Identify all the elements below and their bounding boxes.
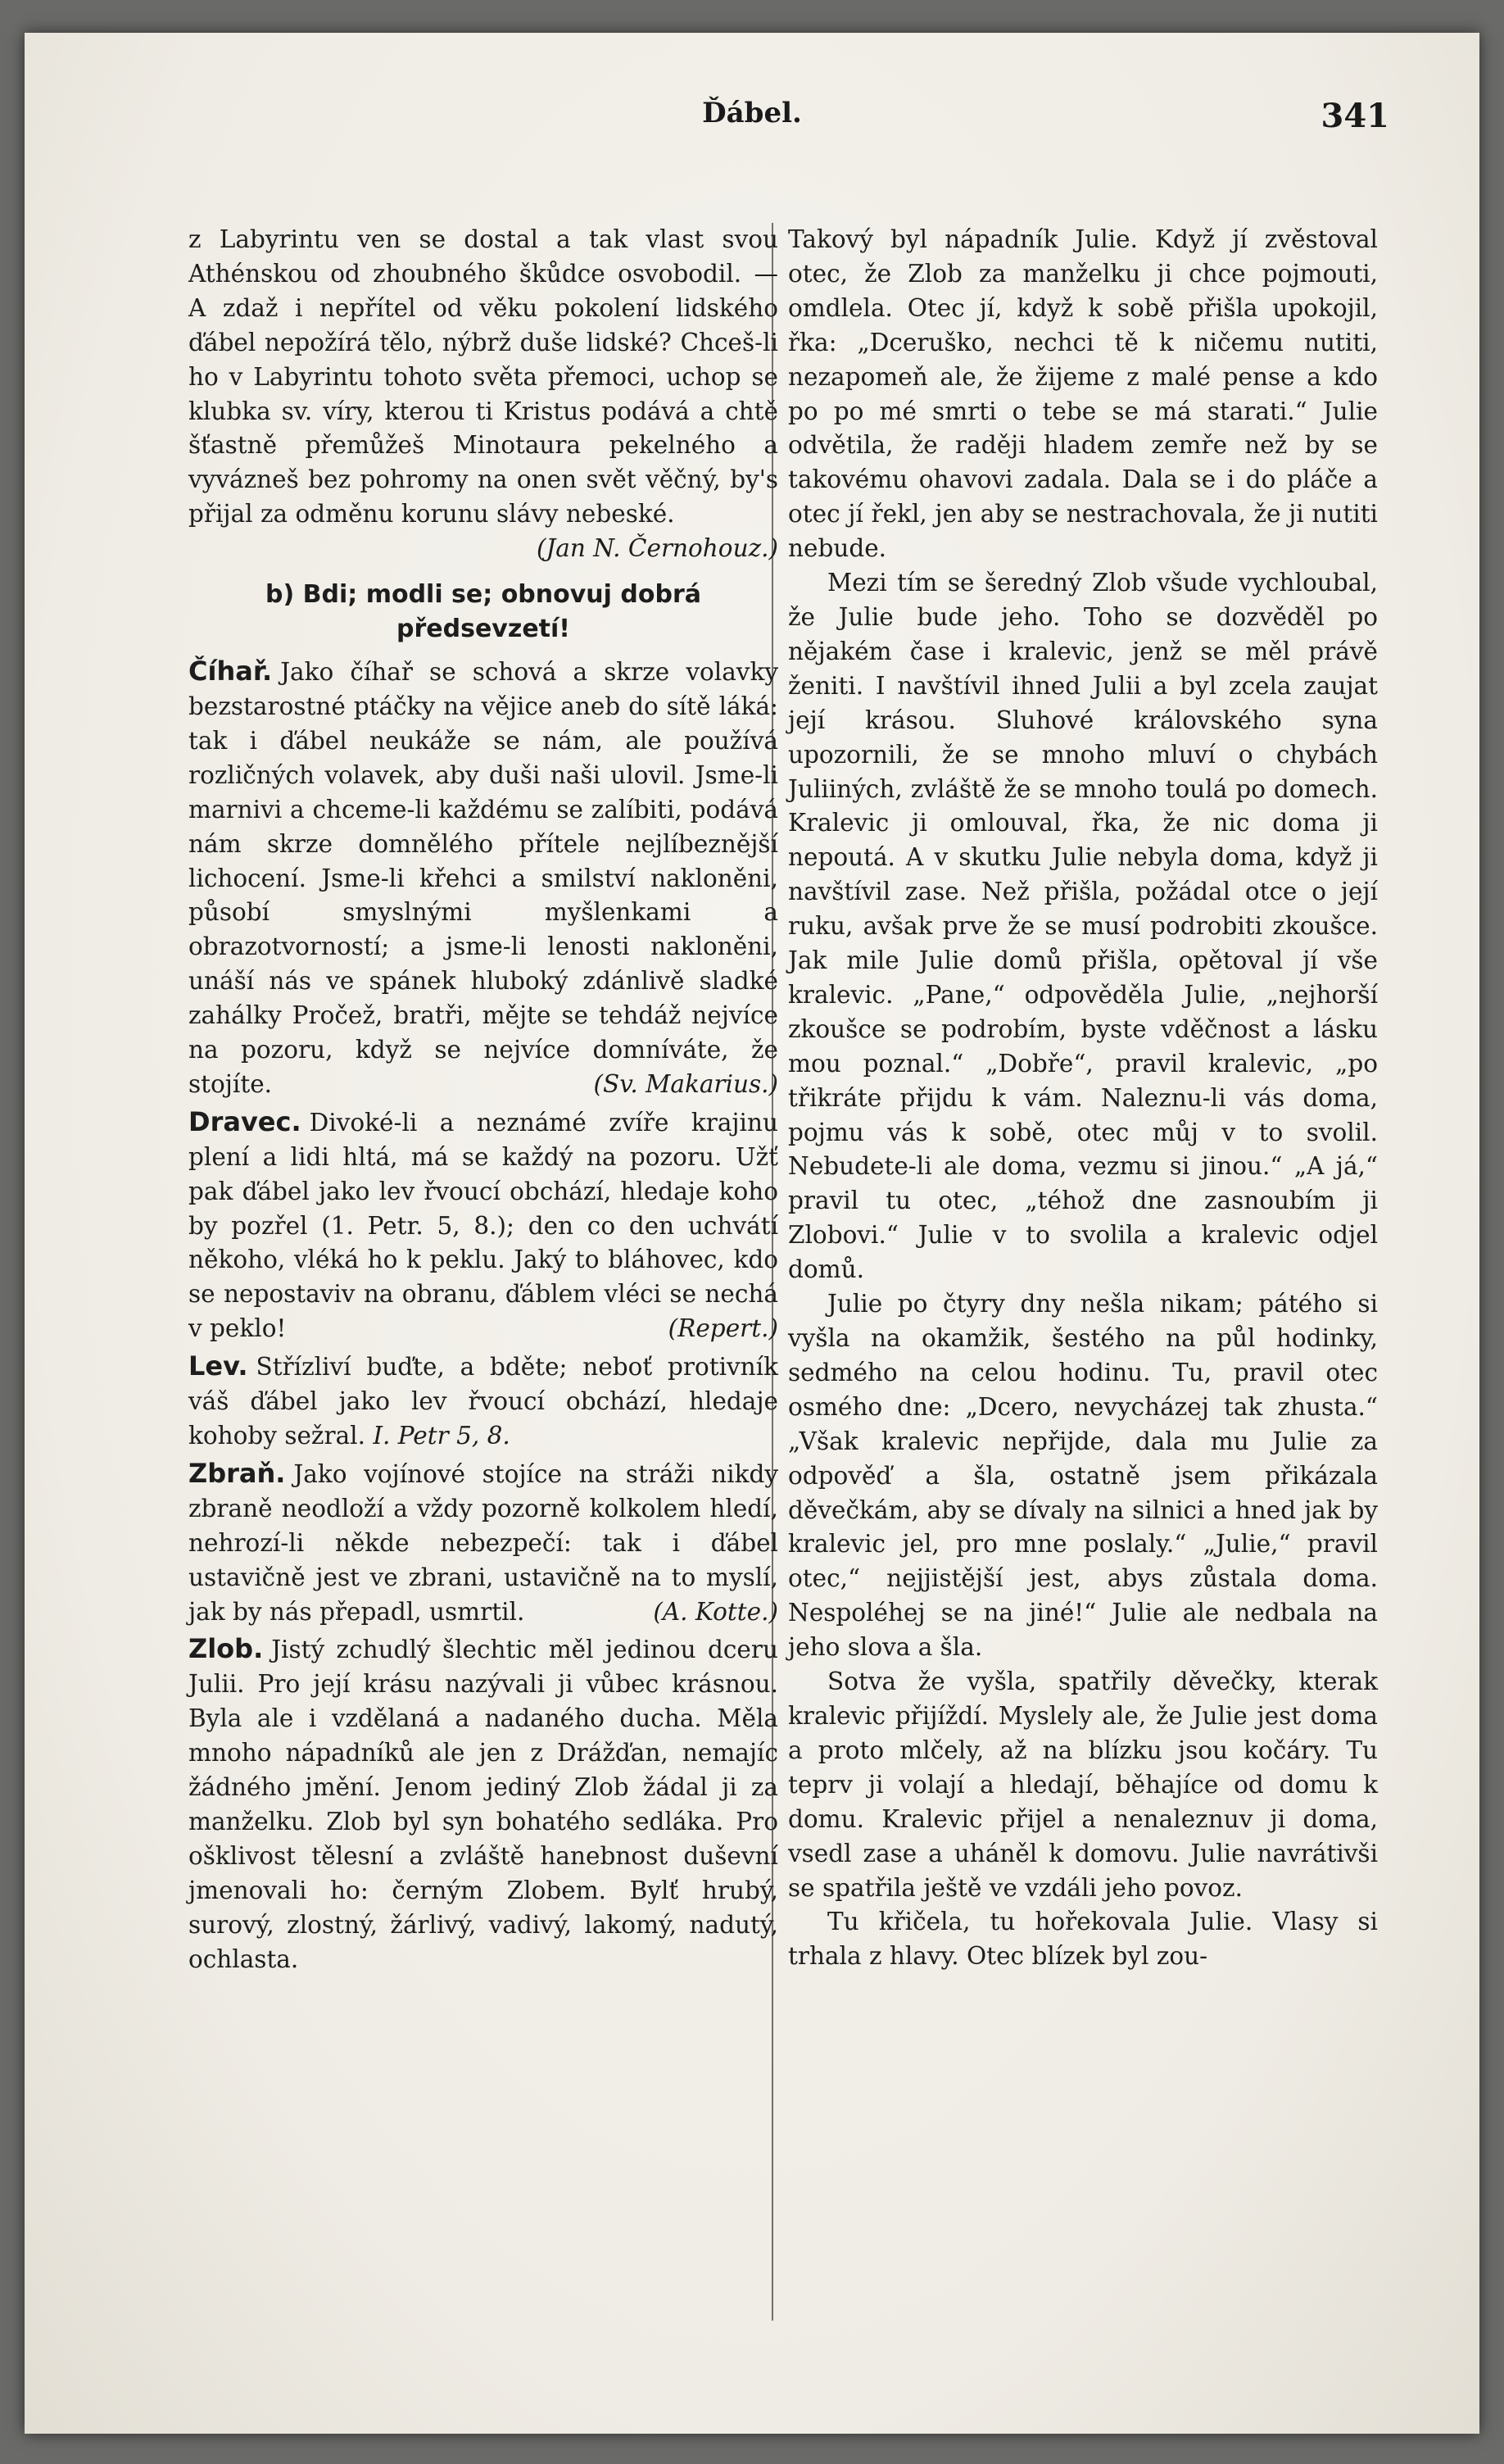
paragraph-text: z Labyrintu ven se dostal a tak vlast svou Athénskou od zhoubného škůdce osvobodil. — A zdaž i nepřítel od věku pokolení lidského ďábel nepožírá tělo, nýbrž duše lidské? Chceš-li ho v Labyrintu tohoto světa přemoci, uchop se klubka sv. víry, kterou ti Kristus podává a chtě šťastně přemůžeš Minotaura pekelného a vyvázneš bez pohromy na onen svět věčný, by's přijal za odměnu korunu slávy nebeské. bbox=[188, 225, 778, 529]
running-head-title: Ďábel. bbox=[702, 97, 802, 129]
entry-keyword: Dravec. bbox=[188, 1105, 301, 1137]
paragraph bbox=[188, 223, 778, 563]
entry-keyword: Číhař. bbox=[188, 656, 273, 687]
citation: I. Petr 5, 8. bbox=[373, 1422, 510, 1450]
entry-dravec bbox=[188, 1105, 778, 1346]
paragraph: Sotva že vyšla, spatřily děvečky, kterak kralevic přijíždí. Myslely ale, že Julie jest doma a proto mlčely, až na blízku jsou kočáry. Tu teprv ji volají a hledají, běhajíce od domu k domu. Kralevic přijel a nenaleznuv ji doma, vsedl zase a uháněl k domovu. Julie navrátivši se spatřila ještě ve vzdáli jeho povoz. bbox=[788, 1668, 1378, 1902]
entry-keyword: Lev. bbox=[188, 1350, 248, 1382]
paragraph: Julie po čtyry dny nešla nikam; pátého si vyšla na okamžik, šestého na půl hodinky, sedmého na celou hodinu. Tu, pravil otec osmého dne: „Dcero, nevycházej tak zhusta.“ „Však kralevic nepřijde, dala mu Julie za odpověď a šla, ostatně jsem přikázala děvečkám, aby se dívaly na silnici a hned jak by kralevic jel, pro mne poslaly.“ „Julie,“ pravil otec,“ nejjistější jest, abys zůstala doma. Nespoléhej se na jiné!“ Julie ale nedbala na jeho slova a šla. bbox=[788, 1290, 1378, 1662]
entry-keyword: Zlob. bbox=[188, 1633, 264, 1665]
entry-text: Jako číhař se schová a skrze volavky bezstarostné ptáčky na vějice aneb do sítě láká: tak i ďábel neukáže se nám, ale používá rozličných volavek, aby duši naši ulovil. Jsme-li marnivi a chceme-li každému se zalíbiti, podává nám skrze domnělého přítele nejlíbeznější lichocení. Jsme-li křehci a smilství nakloněni, působí smyslnými myšlenkami a obrazotvorností; a jsme-li lenosti nakloněni, unáší nás ve spánek hluboký zdánlivě sladké zahálky Pročež, bratři, mějte se tehdáž nejvíce na pozoru, když se nejvíce domníváte, že stojíte. bbox=[188, 658, 778, 1098]
entry-keyword: Zbraň. bbox=[188, 1457, 286, 1489]
entry-text: Jistý zchudlý šlechtic měl jedinou dceru Julii. Pro její krásu nazývali ji vůbec krásnou. Byla ale i vzdělaná a nadaného ducha. Měla mnoho nápadníků ale jen z Drážďan, nemajíc žádného jmění. Jenom jediný Zlob žádal ji za manželku. Zlob byl syn bohatého sedláka. Pro ošklivost tělesní a zvláště hanebnost duševní jmenovali ho: černým Zlobem. Bylť hrubý, surový, zlostný, žárlivý, vadivý, lakomý, nadutý, ochlasta. bbox=[188, 1636, 778, 1973]
section-heading: b) Bdi; modli se; obnovuj dobrá předsevzetí! bbox=[265, 580, 701, 644]
page-number: 341 bbox=[1321, 97, 1389, 135]
right-column bbox=[788, 223, 1378, 1974]
paragraph: Tu křičela, tu hořekovala Julie. Vlasy si trhala z hlavy. Otec blízek byl zou- bbox=[788, 1908, 1378, 1971]
entry-text: Jako vojínové stojíce na stráži nikdy zbraně neodloží a vždy pozorně kolkolem hledí, nehrozí-li někde nebezpečí: tak i ďábel ustavičně jest ve zbrani, ustavičně na to myslí, jak by nás přepadl, usmrtil. bbox=[188, 1459, 778, 1626]
citation: (Repert.) bbox=[668, 1314, 778, 1343]
citation: (A. Kotte.) bbox=[653, 1597, 778, 1626]
entry-text: Divoké-li a neznámé zvíře krajinu plení a lidi hltá, má se každý na pozoru. Užť pak ďábel jako lev řvoucí obchází, hledaje koho by pozřel (1. Petr. 5, 8.); den co den uchvátí někoho, vléká ho k peklu. Jaký to bláhovec, kdo se nepostaviv na obranu, ďáblem vléci se nechá v peklo! bbox=[188, 1108, 778, 1343]
entry-lev bbox=[188, 1350, 778, 1454]
paragraph: Mezi tím se šeredný Zlob všude vychloubal, že Julie bude jeho. Toho se dozvěděl po nějakém čase i kralevic, jenž se měl právě ženiti. I navštívil ihned Julii a byl zcela zaujat její krásou. Sluhové královského syna upozornili, že se mnoho mluví o chybách Juliiných, zvláště že se mnoho toulá po domech. Kralevic ji omlouval, řka, že nic doma ji nepoutá. A v skutku Julie nebyla doma, když ji navštívil zase. Než přišla, požádal otce o její ruku, avšak prve že se musí podrobiti zkoušce. Jak mile Julie domů přišla, opětoval jí vše kralevic. „Pane,“ odpověděla Julie, „nejhorší zkoušce se podrobím, byste vděčnost a lásku mou poznal.“ „Dobře“, pravil kralevic, „po třikráte přijdu k vám. Naleznu-li vás doma, pojmu vás k sobě, otec můj v to svolil. Nebudete-li ale doma, vezmu si jinou.“ „A já,“ pravil tu otec, „téhož dne zasnoubím ji Zlobovi.“ Julie v to svolila a kralevic odjel domů. bbox=[788, 569, 1378, 1284]
entry-text: Střízliví buďte, a bděte; neboť protivník váš ďábel jako lev řvoucí obchází, hledaje kohoby sežral. bbox=[188, 1353, 778, 1450]
book-page bbox=[25, 33, 1479, 2434]
entry-chihar bbox=[188, 655, 778, 1102]
paragraph: Takový byl nápadník Julie. Když jí zvěstoval otec, že Zlob za manželku ji chce pojmouti, omdlela. Otec jí, když k sobě přišla upokojil, řka: „Dceruško, nechci tě k ničemu nutiti, nezapomeň ale, že žijeme z malé pense a kdo po po mé smrti o tebe se má starati.“ Julie odvětila, že raději hladem zemře než by se takovému ohavovi zadala. Dala se i do pláče a otec jí řekl, jen aby se nestrachovala, že ji nutiti nebude. bbox=[788, 225, 1378, 563]
entry-zlob bbox=[188, 1632, 778, 1976]
left-column bbox=[188, 223, 778, 1977]
citation: (Jan N. Černohouz.) bbox=[536, 534, 778, 563]
running-head bbox=[25, 97, 1479, 146]
citation: (Sv. Makarius.) bbox=[593, 1069, 778, 1098]
entry-zbran bbox=[188, 1457, 778, 1630]
